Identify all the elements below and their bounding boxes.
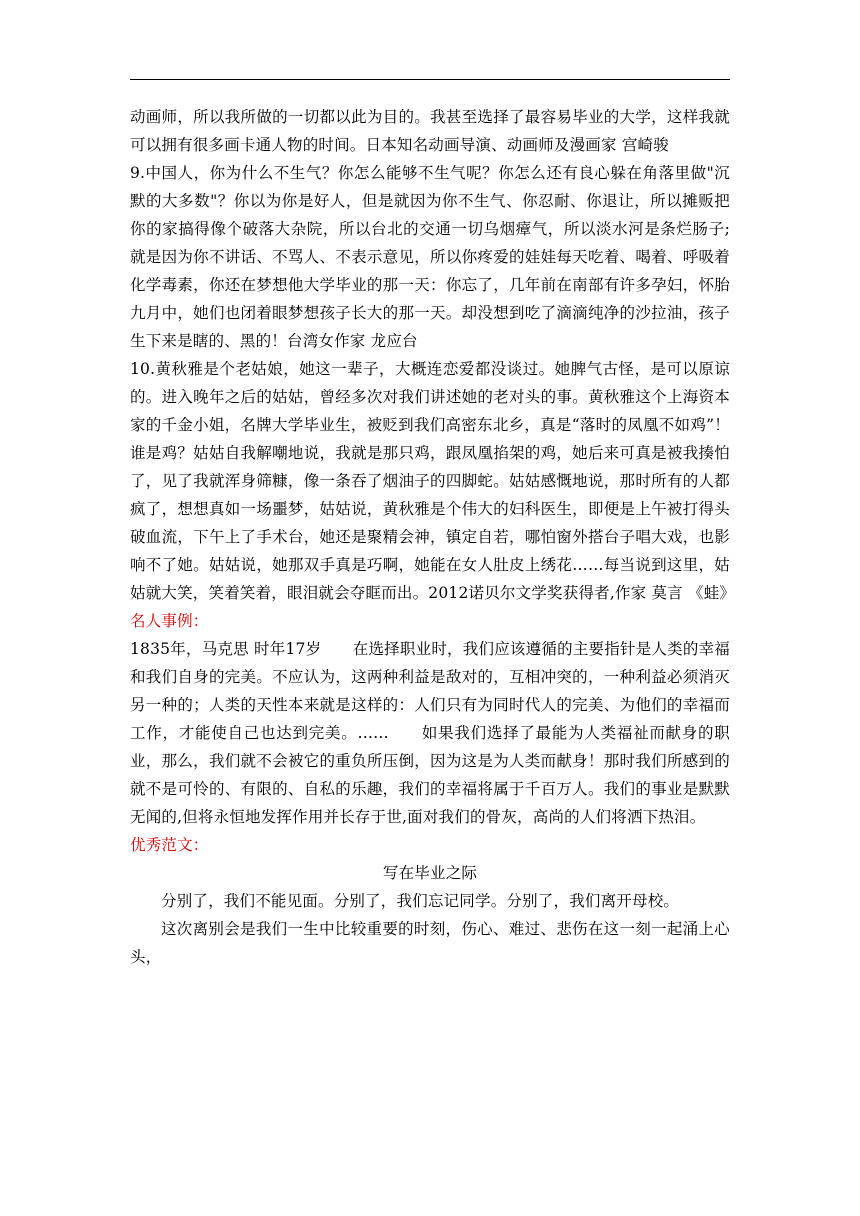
essay-paragraph-1: 分别了，我们不能见面。分别了，我们忘记同学。分别了，我们离开母校。 bbox=[161, 892, 680, 910]
quote-paragraph-miyazaki: 动画师，所以我所做的一切都以此为目的。我甚至选择了最容易毕业的大学，这样我就可以拥有很多画卡通人物的时间。日本知名动画导演、动画师及漫画家 宫崎骏 bbox=[130, 108, 730, 154]
essay-paragraph-2: 这次离别会是我们一生中比较重要的时刻，伤心、难过、悲伤在这一刻一起涌上心头， bbox=[130, 920, 730, 966]
header-rule bbox=[130, 79, 730, 80]
section-heading-model-essay: 优秀范文： bbox=[130, 836, 209, 854]
section-heading-examples: 名人事例： bbox=[130, 612, 209, 630]
quote-paragraph-10: 10.黄秋雅是个老姑娘，她这一辈子，大概连恋爱都没谈过。她脾气古怪，是可以原谅的。进入晚年之后的姑姑，曾经多次对我们讲述她的老对头的事。黄秋雅这个上海资本家的千金小姐，名牌大学毕业生，被贬到我们高密东北乡，真是“落时的凤凰不如鸡”！谁是鸡？姑姑自我解嘲地说，我就是那只鸡，跟凤凰掐架的鸡，她后来可真是被我揍怕了，见了我就浑身筛糠，像一条吞了烟油子的四脚蛇。姑姑感慨地说，那时所有的人都疯了，想想真如一场噩梦，姑姑说，黄秋雅是个伟大的妇科医生，即便是上午被打得头破血流，下午上了手术台，她还是聚精会神，镇定自若，哪怕窗外搭台子唱大戏，也影响不了她。姑姑说，她那双手真是巧啊，她能在女人肚皮上绣花……每当说到这里，姑姑就大笑，笑着笑着，眼泪就会夺眶而出。2012诺贝尔文学奖获得者,作家 莫言 《蛙》 bbox=[130, 360, 736, 602]
marx-example-paragraph: 1835年，马克思 时年17岁 在选择职业时，我们应该遵循的主要指针是人类的幸福和我们自身的完美。不应认为，这两种利益是敌对的，互相冲突的，一种利益必须消灭另一种的；人类的天性本来就是这样的：人们只有为同时代人的完美、为他们的幸福而工作，才能使自己也达到完美。…… 如果我们选择了最能为人类福祉而献身的职业，那么，我们就不会被它的重负所压倒，因为这是为人类而献身！那时我们所感到的就不是可怜的、有限的、自私的乐趣，我们的幸福将属于千百万人。我们的事业是默默无闻的,但将永恒地发挥作用并长存于世,面对我们的骨灰，高尚的人们将洒下热泪。 bbox=[130, 640, 730, 826]
document-body bbox=[130, 103, 736, 971]
quote-paragraph-9: 9.中国人，你为什么不生气？你怎么能够不生气呢？你怎么还有良心躲在角落里做"沉默的大多数"？你以为你是好人，但是就因为你不生气、你忍耐、你退让，所以摊贩把你的家搞得像个破落大杂院，所以台北的交通一切乌烟瘴气，所以淡水河是条烂肠子;就是因为你不讲话、不骂人、不表示意见，所以你疼爱的娃娃每天吃着、喝着、呼吸着化学毒素，你还在梦想他大学毕业的那一天：你忘了，几年前在南部有许多孕妇，怀胎九月中，她们也闭着眼梦想孩子长大的那一天。却没想到吃了滴滴纯净的沙拉油，孩子生下来是瞎的、黑的！台湾女作家 龙应台 bbox=[130, 164, 730, 350]
essay-title: 写在毕业之际 bbox=[382, 864, 478, 882]
